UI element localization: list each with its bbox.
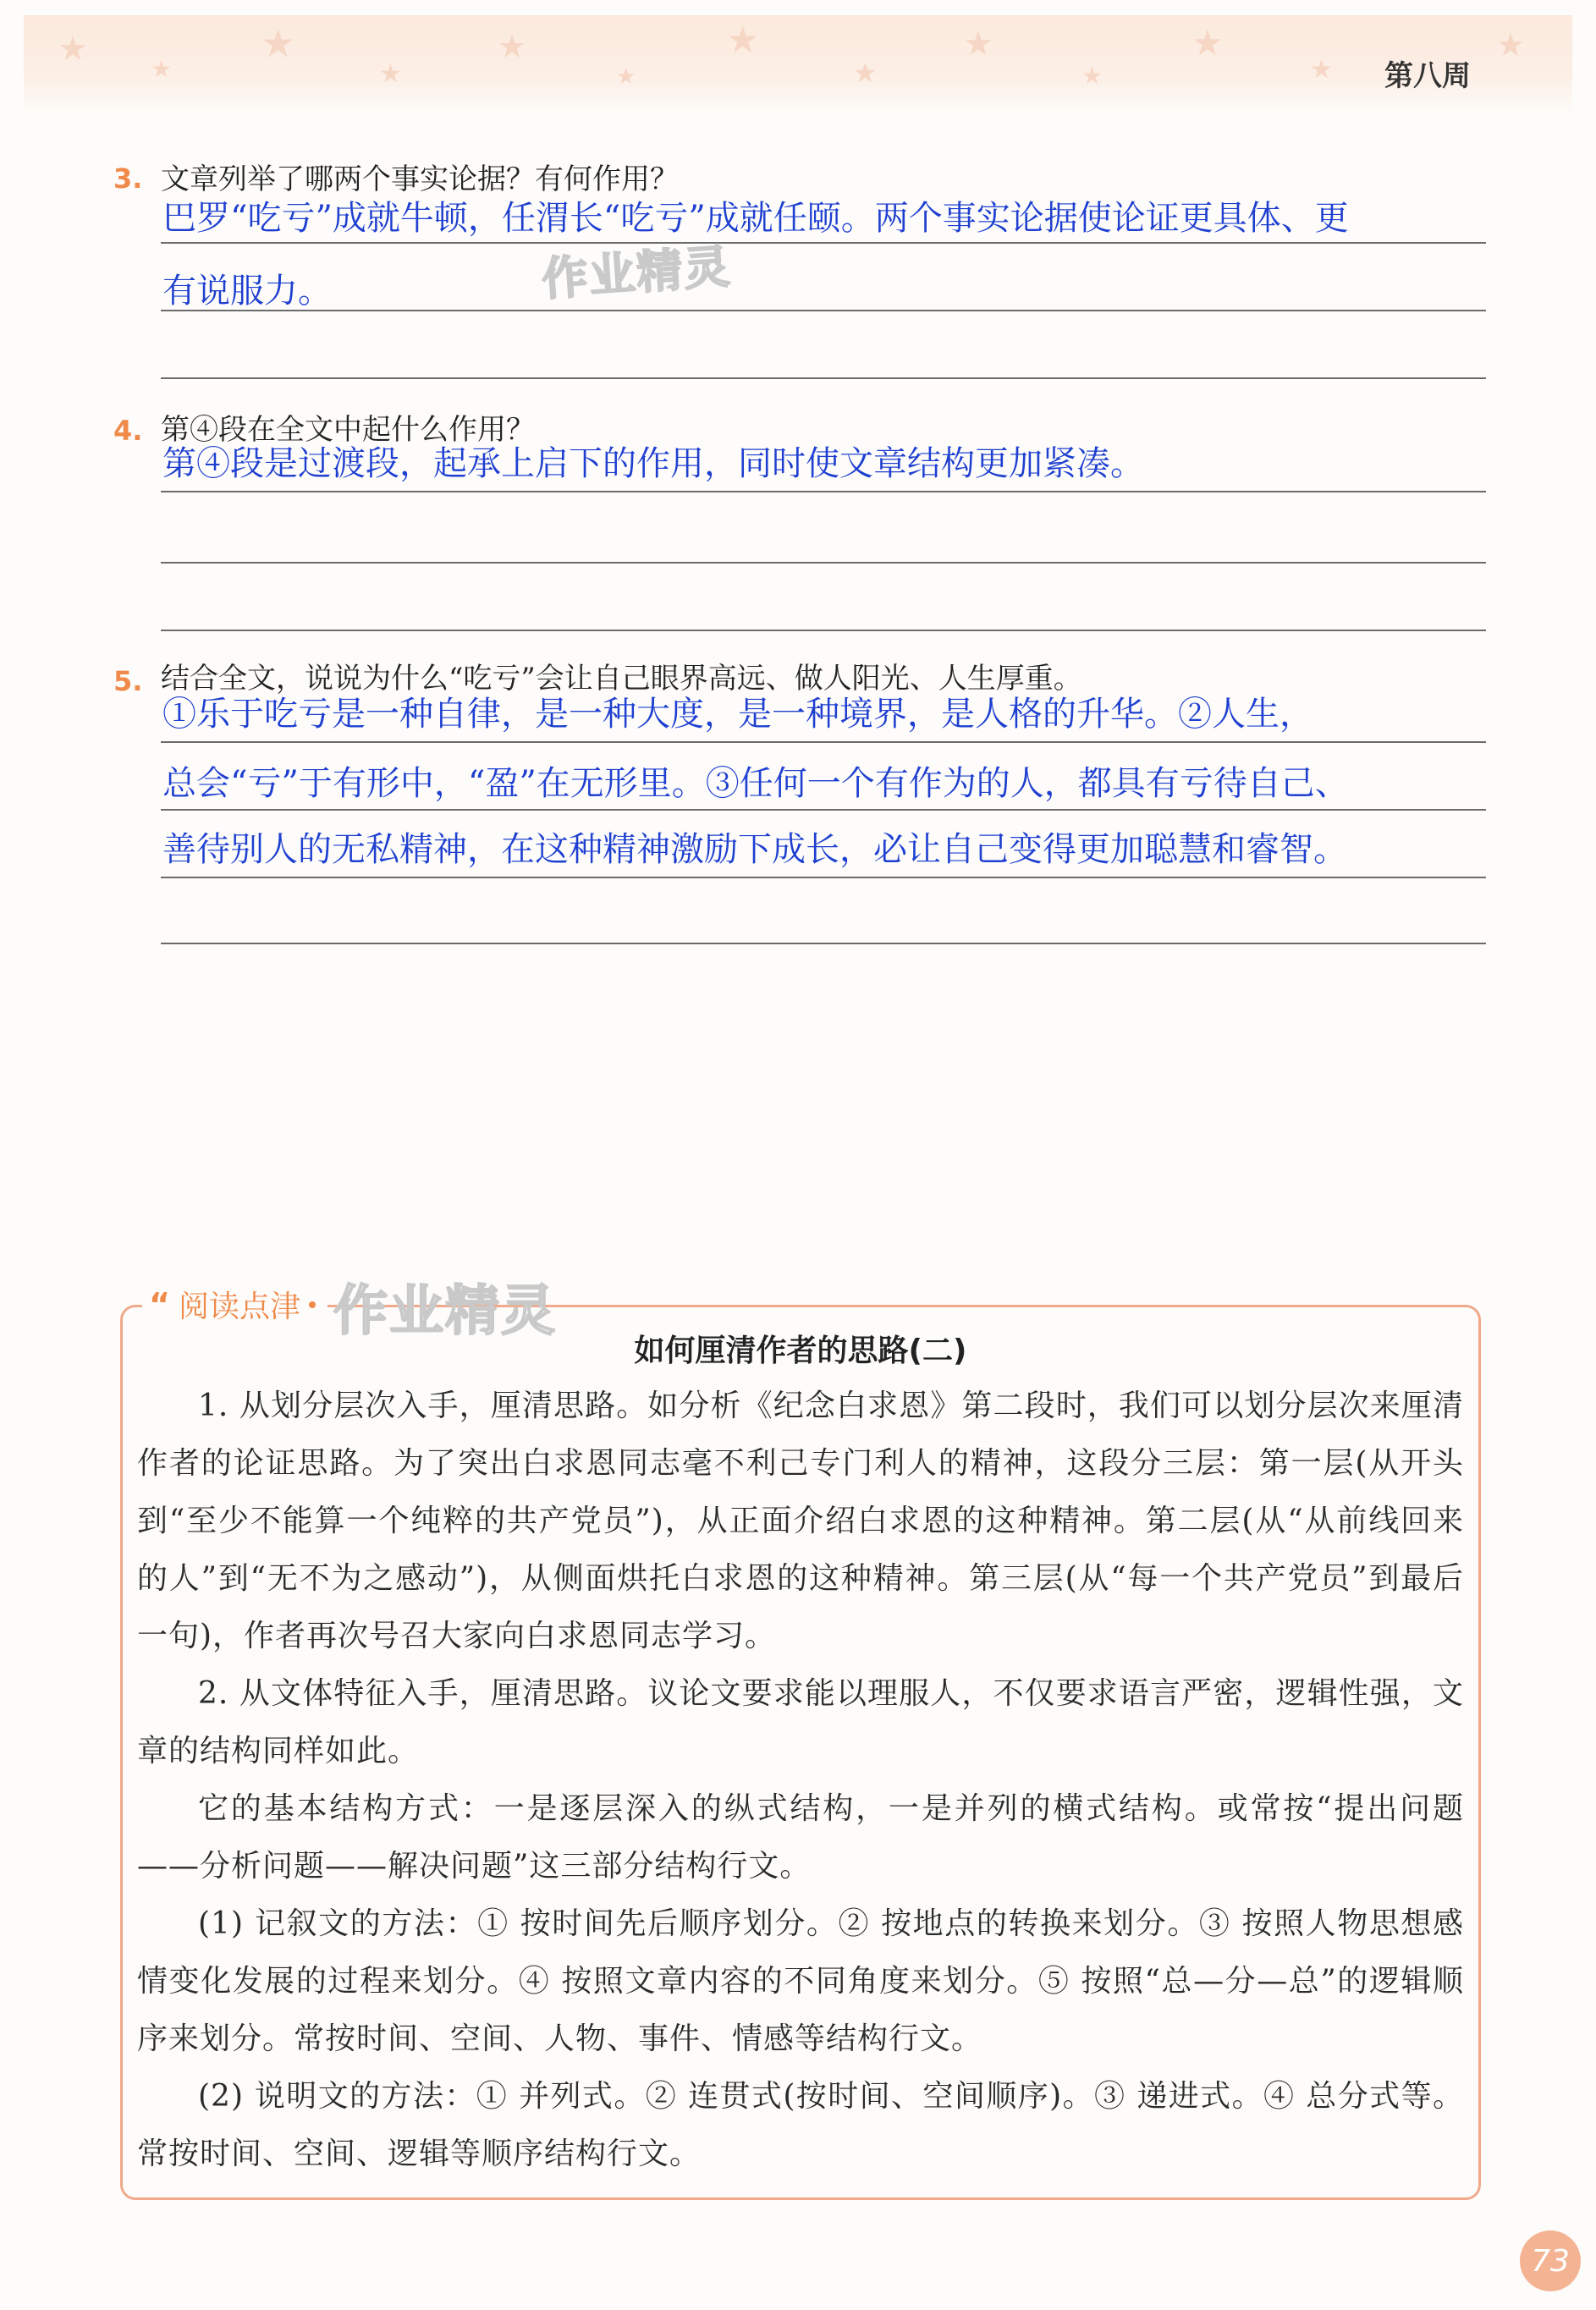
question-number: 4. [113,415,143,447]
star-decoration-icon: ★ [498,28,527,65]
answer-rule [161,377,1486,379]
answer-line: 善待别人的无私精神，在这种精神激励下成长，必让自己变得更加聪慧和睿智。 [162,830,1347,869]
star-decoration-icon: ★ [261,20,296,66]
reading-tips-label: 阅读点津 [178,1290,300,1324]
week-label: 第八周 [1384,59,1471,93]
answer-rule [161,630,1486,631]
star-decoration-icon: ★ [58,30,88,69]
star-decoration-icon: ★ [853,57,878,89]
watermark: 作业精灵 [333,1280,557,1343]
dot-icon [309,1301,316,1308]
tips-paragraph: 1. 从划分层次入手，厘清思路。如分析《纪念白求恩》第二段时，我们可以划分层次来厘清作者的论证思路。为了突出白求恩同志毫不利己专门利人的精神，这段分三层：第一层(从开头到“至少不能算一个纯粹的共产党员”)，从正面介绍白求恩的这种精神。第二层(从“从前线回来的人”到“无不为之感动”)，从侧面烘托白求恩的这种精神。第三层(从“每一个共产党员”到最后一句)，作者再次号召大家向白求恩同志学习。 [137,1389,1464,1653]
star-decoration-icon: ★ [1081,62,1103,90]
tips-paragraph: (2) 说明文的方法：① 并列式。② 连贯式(按时间、空间顺序)。③ 递进式。④ 总分式等。常按时间、空间、逻辑等顺序结构行文。 [137,2079,1464,2171]
answer-line: 总会“亏”于有形中，“盈”在无形里。③任何一个有作为的人，都具有亏待自己、 [162,764,1349,803]
answer-rule [161,242,1486,244]
answer-rule [161,562,1486,564]
answer-rule [161,943,1486,944]
page-number: 73 [1520,2230,1581,2291]
answer-rule [161,877,1486,878]
star-decoration-icon: ★ [379,59,402,89]
star-decoration-icon: ★ [1310,55,1333,85]
question-number: 3. [113,162,143,195]
question-text: 文章列举了哪两个事实论据？有何作用？ [161,162,679,196]
tips-paragraph: 它的基本结构方式：一是逐层深入的纵式结构，一是并列的横式结构。或常按“提出问题——分析问题——解决问题”这三部分结构行文。 [137,1791,1464,1884]
star-decoration-icon: ★ [151,55,173,83]
reading-tips-tag [142,1283,327,1326]
quote-icon: “ [149,1285,170,1323]
star-decoration-icon: ★ [1191,22,1224,63]
answer-rule [161,310,1486,311]
question-text: 第④段在全文中起什么作用？ [161,413,535,447]
answer-line: 有说服力。 [162,272,332,311]
question-text: 结合全文，说说为什么“吃亏”会让自己眼界高远、做人阳光、人生厚重。 [161,662,1082,696]
tips-paragraph: 2. 从文体特征入手，厘清思路。议论文要求能以理服人，不仅要求语言严密，逻辑性强，文章的结构同样如此。 [137,1676,1464,1768]
answer-line: 第④段是过渡段，起承上启下的作用，同时使文章结构更加紧凑。 [162,444,1144,483]
reading-tips-title: 如何厘清作者的思路(二) [634,1334,967,1368]
answer-rule [161,491,1486,492]
question-number: 5. [113,665,143,697]
watermark: 作业精灵 [540,239,734,306]
answer-rule [161,809,1486,811]
answer-line: 巴罗“吃亏”成就牛顿，任渭长“吃亏”成就任颐。两个事实论据使论证更具体、更 [162,199,1349,238]
star-decoration-icon: ★ [1496,26,1526,63]
star-decoration-icon: ★ [963,25,993,63]
reading-tips-body [137,1378,1464,2183]
answer-line: ①乐于吃亏是一种自律，是一种大度，是一种境界，是人格的升华。②人生， [162,695,1313,734]
answer-rule [161,741,1486,743]
header-band [24,15,1572,117]
star-decoration-icon: ★ [616,64,636,90]
star-decoration-icon: ★ [726,19,760,62]
tips-paragraph: (1) 记叙文的方法：① 按时间先后顺序划分。② 按地点的转换来划分。③ 按照人物思想感情变化发展的过程来划分。④ 按照文章内容的不同角度来划分。⑤ 按照“总—分—总”的逻辑顺序来划分。常按时间、空间、人物、事件、情感等结构行文。 [137,1906,1464,2056]
